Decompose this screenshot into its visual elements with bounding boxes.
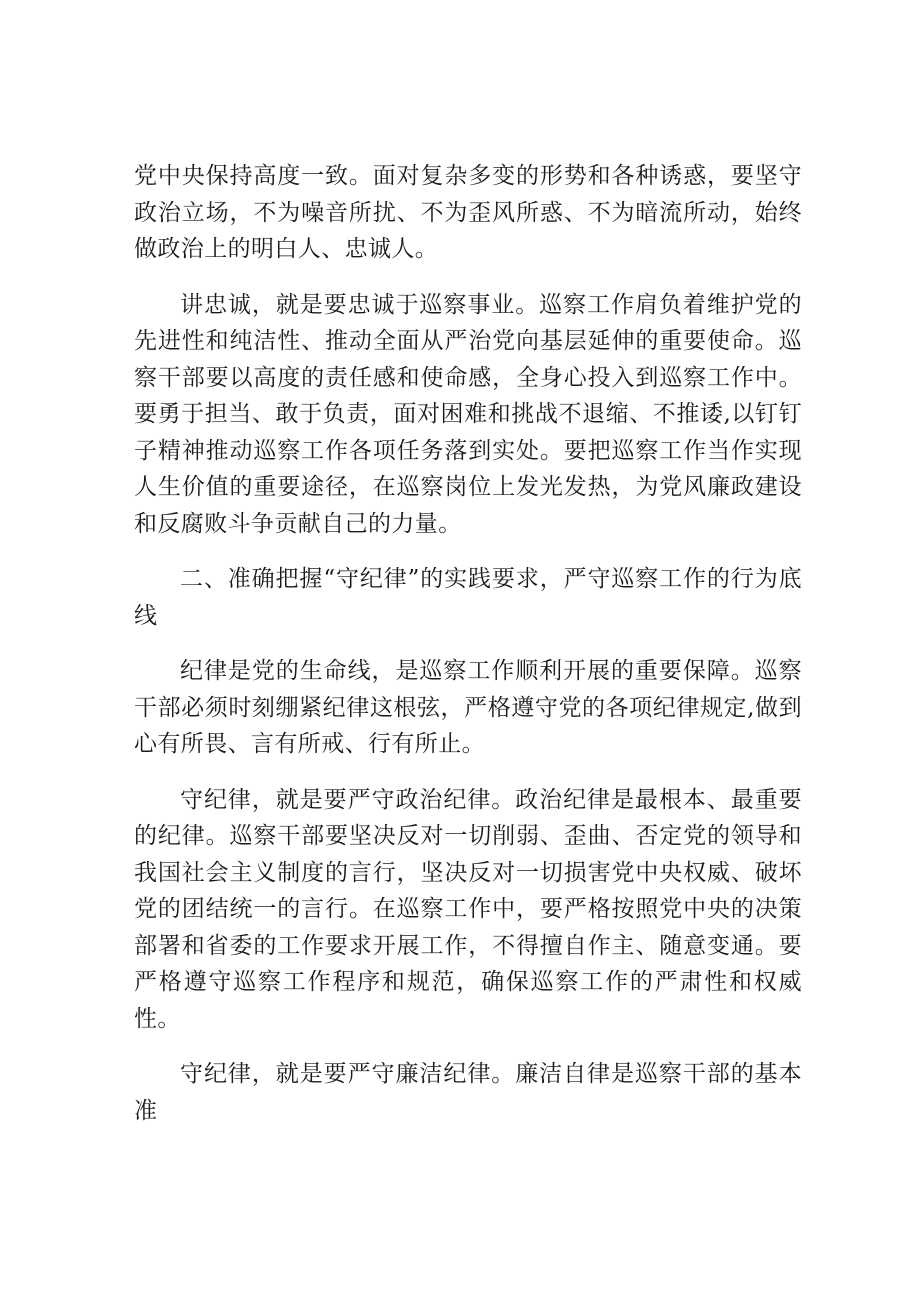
paragraph-political-discipline: 守纪律，就是要严守政治纪律。政治纪律是最根本、最重要的纪律。巡察干部要坚决反对一切削弱、歪曲、否定党的领导和我国社会主义制度的言行，坚决反对一切损害党中央权威、破坏党的团结统一的言行。在巡察工作中，要严格按照党中央的决策部署和省委的工作要求开展工作，不得擅自作主、随意变通。要严格遵守巡察工作程序和规范，确保巡察工作的严肃性和权威性。 [134,786,802,1032]
paragraph-integrity-discipline: 守纪律，就是要严守廉洁纪律。廉洁自律是巡察干部的基本准 [134,1061,802,1124]
section-heading-discipline: 二、准确把握“守纪律”的实践要求，严守巡察工作的行为底线 [134,566,802,629]
document-body [134,158,802,1148]
paragraph-loyalty-to-inspection: 讲忠诚，就是要忠诚于巡察事业。巡察工作肩负着维护党的先进性和纯洁性、推动全面从严治党向基层延伸的重要使命。巡察干部要以高度的责任感和使命感，全身心投入到巡察工作中。要勇于担当、敢于负责，面对困难和挑战不退缩、不推诿,以钉钉子精神推动巡察工作各项任务落到实处。要把巡察工作当作实现人生价值的重要途径，在巡察岗位上发光发热，为党风廉政建设和反腐败斗争贡献自己的力量。 [134,291,802,537]
paragraph-discipline-lifeline: 纪律是党的生命线，是巡察工作顺利开展的重要保障。巡察干部必须时刻绷紧纪律这根弦，严格遵守党的各项纪律规定,做到心有所畏、言有所戒、行有所止。 [134,658,802,757]
paragraph-continuation: 党中央保持高度一致。面对复杂多变的形势和各种诱惑，要坚守政治立场，不为噪音所扰、不为歪风所惑、不为暗流所动，始终做政治上的明白人、忠诚人。 [134,163,802,262]
